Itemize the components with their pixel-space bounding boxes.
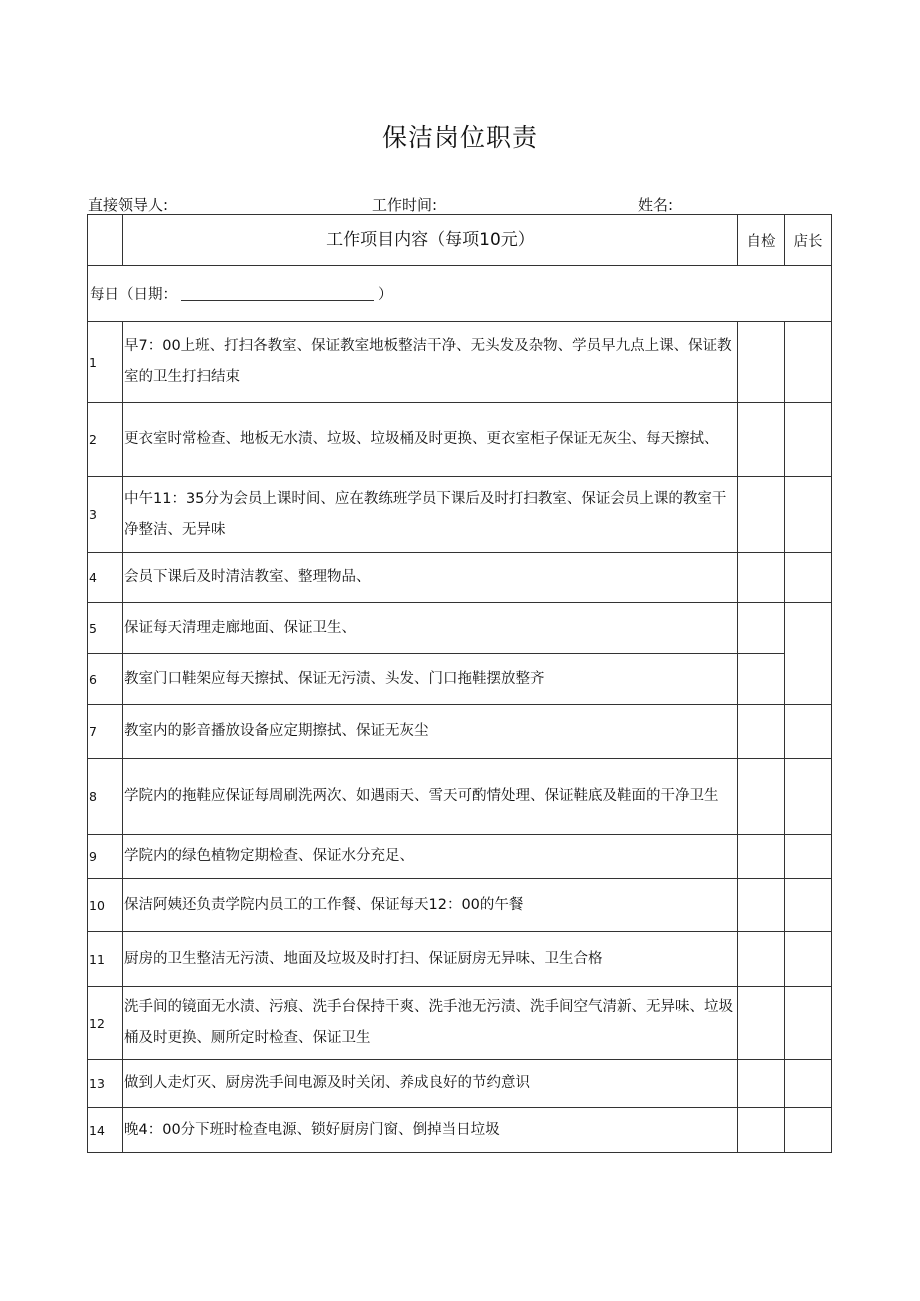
header-row — [88, 215, 832, 266]
supervisor-label: 直接领导人: — [88, 196, 169, 214]
row-number: 6 — [88, 654, 123, 705]
row-content: 会员下课后及时清洁教室、整理物品、 — [123, 553, 738, 603]
header-num-cell — [88, 215, 123, 266]
self-check-cell — [738, 1108, 785, 1153]
table-row — [88, 603, 832, 654]
daily-date-cell — [88, 266, 832, 322]
row-content: 更衣室时常检查、地板无水渍、垃圾、垃圾桶及时更换、更衣室柜子保证无灰尘、每天擦拭、 — [123, 403, 738, 477]
row-content: 做到人走灯灭、厨房洗手间电源及时关闭、养成良好的节约意识 — [123, 1060, 738, 1108]
manager-cell — [785, 932, 832, 987]
row-number: 2 — [88, 403, 123, 477]
self-check-cell — [738, 759, 785, 835]
table-row — [88, 879, 832, 932]
self-check-cell — [738, 603, 785, 654]
row-content: 洗手间的镜面无水渍、污痕、洗手台保持干爽、洗手池无污渍、洗手间空气清新、无异味、垃圾桶及时更换、厕所定时检查、保证卫生 — [123, 987, 738, 1060]
self-check-cell — [738, 553, 785, 603]
header-self-check: 自检 — [738, 215, 785, 266]
page-title: 保洁岗位职责 — [381, 123, 538, 152]
work-time-label: 工作时间: — [372, 196, 438, 214]
row-content: 早7：00上班、打扫各教室、保证教室地板整洁干净、无头发及杂物、学员早九点上课、保证教室的卫生打扫结束 — [123, 322, 738, 403]
row-content: 厨房的卫生整洁无污渍、地面及垃圾及时打扫、保证厨房无异味、卫生合格 — [123, 932, 738, 987]
table-row — [88, 705, 832, 759]
self-check-cell — [738, 403, 785, 477]
name-label: 姓名: — [638, 196, 674, 214]
row-number: 11 — [88, 932, 123, 987]
manager-cell — [785, 1108, 832, 1153]
self-check-cell — [738, 705, 785, 759]
self-check-cell — [738, 1060, 785, 1108]
manager-cell — [785, 759, 832, 835]
row-content: 保洁阿姨还负责学院内员工的工作餐、保证每天12：00的午餐 — [123, 879, 738, 932]
row-content: 晚4：00分下班时检查电源、锁好厨房门窗、倒掉当日垃圾 — [123, 1108, 738, 1153]
row-number: 7 — [88, 705, 123, 759]
self-check-cell — [738, 879, 785, 932]
row-content: 教室门口鞋架应每天擦拭、保证无污渍、头发、门口拖鞋摆放整齐 — [123, 654, 738, 705]
row-number: 1 — [88, 322, 123, 403]
row-content: 保证每天清理走廊地面、保证卫生、 — [123, 603, 738, 654]
table-row — [88, 403, 832, 477]
row-number: 9 — [88, 835, 123, 879]
daily-suffix: ） — [378, 287, 393, 303]
header-content: 工作项目内容（每项10元） — [123, 215, 738, 266]
manager-cell — [785, 477, 832, 553]
manager-cell — [785, 322, 832, 403]
self-check-cell — [738, 654, 785, 705]
manager-cell — [785, 1060, 832, 1108]
table-row — [88, 835, 832, 879]
table-row — [88, 759, 832, 835]
row-number: 14 — [88, 1108, 123, 1153]
table-row — [88, 477, 832, 553]
manager-cell — [785, 553, 832, 603]
row-number: 8 — [88, 759, 123, 835]
table-row — [88, 1108, 832, 1153]
date-blank-line — [181, 286, 374, 301]
row-content: 学院内的绿色植物定期检查、保证水分充足、 — [123, 835, 738, 879]
table-row — [88, 654, 832, 705]
row-number: 10 — [88, 879, 123, 932]
self-check-cell — [738, 477, 785, 553]
table-row — [88, 932, 832, 987]
row-content: 教室内的影音播放设备应定期擦拭、保证无灰尘 — [123, 705, 738, 759]
manager-cell — [785, 603, 832, 705]
row-number: 12 — [88, 987, 123, 1060]
self-check-cell — [738, 932, 785, 987]
daily-prefix: 每日（日期： — [90, 287, 177, 303]
manager-cell — [785, 987, 832, 1060]
table-row — [88, 553, 832, 603]
daily-row — [88, 266, 832, 322]
row-content: 学院内的拖鞋应保证每周刷洗两次、如遇雨天、雪天可酌情处理、保证鞋底及鞋面的干净卫生 — [123, 759, 738, 835]
table-row — [88, 322, 832, 403]
row-number: 13 — [88, 1060, 123, 1108]
manager-cell — [785, 403, 832, 477]
self-check-cell — [738, 322, 785, 403]
table-row — [88, 987, 832, 1060]
self-check-cell — [738, 987, 785, 1060]
table-row — [88, 1060, 832, 1108]
manager-cell — [785, 879, 832, 932]
manager-cell — [785, 705, 832, 759]
manager-cell — [785, 835, 832, 879]
duty-table — [87, 214, 832, 1153]
header-manager: 店长 — [785, 215, 832, 266]
self-check-cell — [738, 835, 785, 879]
row-number: 3 — [88, 477, 123, 553]
row-number: 5 — [88, 603, 123, 654]
row-content: 中午11：35分为会员上课时间、应在教练班学员下课后及时打扫教室、保证会员上课的教室干净整洁、无异味 — [123, 477, 738, 553]
row-number: 4 — [88, 553, 123, 603]
